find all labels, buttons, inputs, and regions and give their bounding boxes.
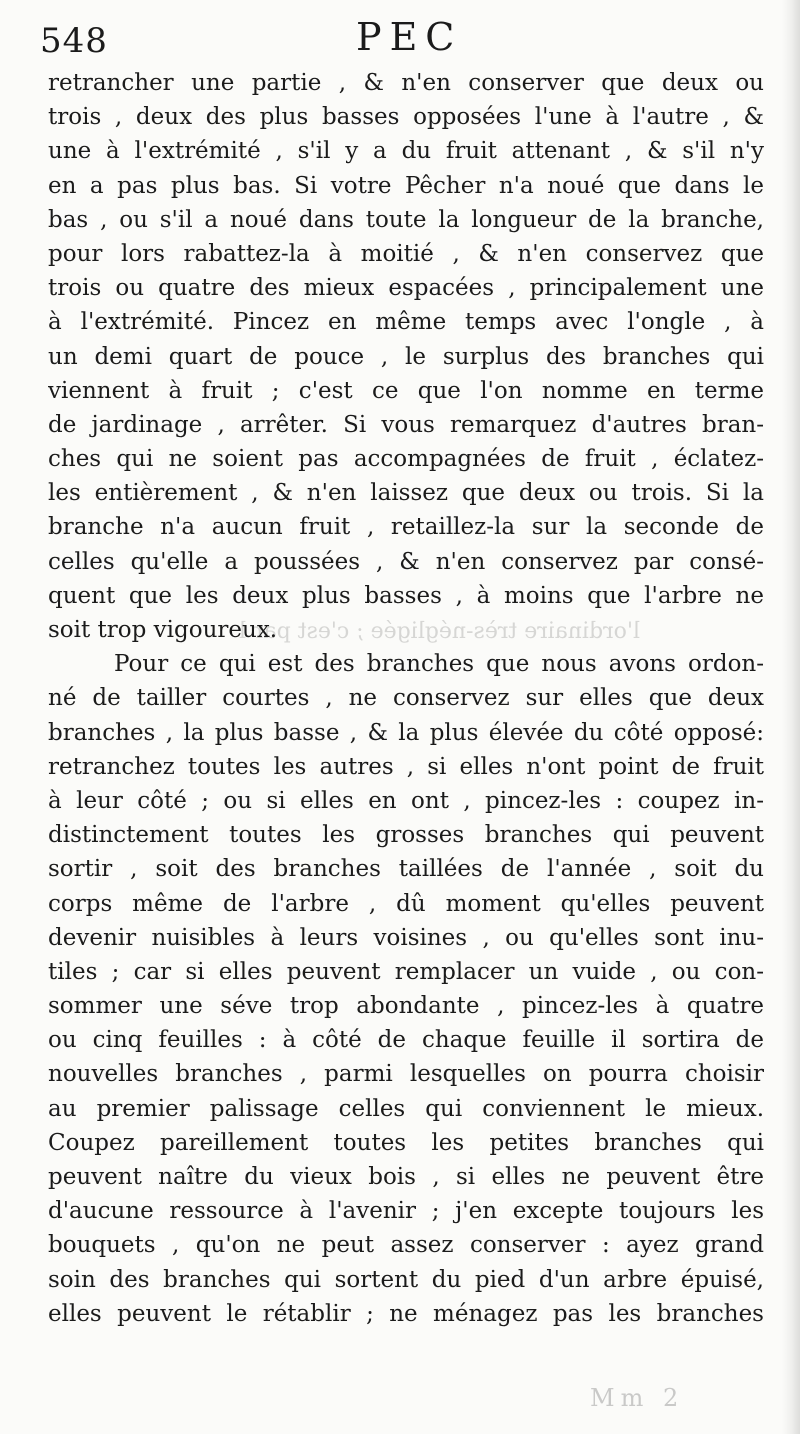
show-through-text: l'ordinaire très-négligée ; c'est par l (238, 619, 640, 644)
text-line: de jardinage , arrêter. Si vous remarquez d'autres bran- (48, 411, 764, 438)
text-line: les entièrement , & n'en laissez que deux ou trois. Si la (48, 480, 764, 507)
text-line: une à l'extrémité , s'il y a du fruit attenant , & s'il n'y (48, 138, 764, 165)
text-line: sortir , soit des branches taillées de l'année , soit du (48, 856, 764, 883)
text-line: soin des branches qui sortent du pied d'un arbre épuisé, (48, 1266, 764, 1293)
text-line: peuvent naître du vieux bois , si elles ne peuvent être (48, 1164, 764, 1190)
text-line: à l'extrémité. Pincez en même temps avec l'ongle , à (48, 309, 764, 336)
running-head: PEC (356, 15, 463, 59)
text-line: sommer une séve trop abondante , pincez-les à quatre (48, 993, 764, 1020)
text-line: branche n'a aucun fruit , retaillez-la sur la seconde de (48, 514, 764, 541)
text-line: branches , la plus basse , & la plus élevée du côté opposé: (48, 719, 764, 746)
body-text (48, 66, 764, 1331)
text-line: un demi quart de pouce , le surplus des branches qui (48, 343, 764, 370)
page-number: 548 (40, 21, 108, 61)
text-line: bouquets , qu'on ne peut assez conserver : ayez grand (48, 1232, 764, 1259)
text-line: quent que les deux plus basses , à moins que l'arbre ne (48, 582, 764, 609)
text-line: au premier palissage celles qui conviennent le mieux. (48, 1095, 764, 1122)
text-line: distinctement toutes les grosses branches qui peuvent (48, 822, 764, 849)
text-line: à leur côté ; ou si elles en ont , pincez-les : coupez in- (48, 787, 764, 814)
text-line: viennent à fruit ; c'est ce que l'on nomme en terme (48, 377, 764, 404)
text-line: corps même de l'arbre , dû moment qu'elles peuvent (48, 890, 764, 917)
text-line: trois , deux des plus basses opposées l'une à l'autre , & (48, 104, 764, 131)
page-gutter-shadow (782, 0, 800, 1434)
text-line: pour lors rabattez-la à moitié , & n'en conservez que (48, 240, 764, 267)
text-line: trois ou quatre des mieux espacées , principalement une (48, 275, 764, 302)
text-line: soit trop vigoureux. (48, 617, 278, 643)
text-line: ches qui ne soient pas accompagnées de fruit , éclatez- (48, 446, 764, 473)
text-line: retranchez toutes les autres , si elles n'ont point de fruit (48, 753, 764, 780)
text-line: celles qu'elle a poussées , & n'en conservez par consé- (48, 548, 764, 575)
text-line: devenir nuisibles à leurs voisines , ou qu'elles sont inu- (48, 924, 764, 951)
text-line: bas , ou s'il a noué dans toute la longueur de la branche, (48, 206, 764, 233)
text-line: d'aucune ressource à l'avenir ; j'en excepte toujours les (48, 1198, 764, 1225)
signature-mark: Mm 2 (590, 1384, 685, 1412)
paragraph-1 (48, 66, 764, 647)
text-line: Pour ce qui est des branches que nous avons ordon- (114, 651, 764, 678)
text-line: ou cinq feuilles : à côté de chaque feuille il sortira de (48, 1027, 764, 1054)
text-line: elles peuvent le rétablir ; ne ménagez pas les branches (48, 1300, 764, 1327)
text-line: tiles ; car si elles peuvent remplacer un vuide , ou con- (48, 958, 764, 985)
text-line: retrancher une partie , & n'en conserver que deux ou (48, 70, 764, 96)
paragraph-2 (48, 647, 764, 1331)
text-line: nouvelles branches , parmi lesquelles on pourra choisir (48, 1061, 764, 1088)
text-line: en a pas plus bas. Si votre Pêcher n'a noué que dans le (48, 172, 764, 199)
text-line: né de tailler courtes , ne conservez sur elles que deux (48, 685, 764, 712)
text-line: Coupez pareillement toutes les petites branches qui (48, 1129, 764, 1156)
